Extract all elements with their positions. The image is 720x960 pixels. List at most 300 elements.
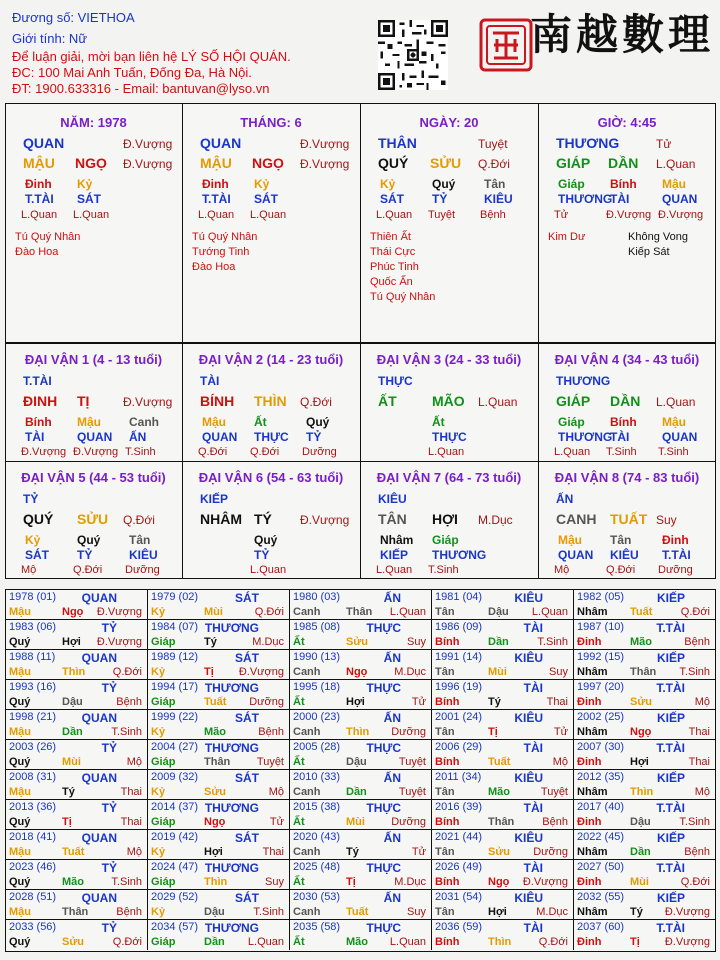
hidden-phase: Đ.Vượng: [21, 446, 67, 458]
year-branch: Mùi: [488, 666, 507, 678]
pillar-branch-phase: Đ.Vượng: [300, 157, 350, 171]
dai-van-stem: NHÂM: [200, 511, 242, 527]
consult-notice: Để luận giải, mời bạn liên hệ LÝ SỐ HỘI QUÁN.: [12, 49, 291, 64]
year-branch: Thân: [62, 906, 89, 918]
dai-van-title: ĐẠI VẬN 6 (54 - 63 tuổi): [198, 470, 344, 485]
year-star: KIẾP: [656, 711, 685, 725]
pillar-title: GIỜ: 4:45: [597, 115, 657, 130]
dai-van-star: KIÊU: [378, 492, 407, 506]
shensha-item: Phúc Tinh: [370, 261, 419, 273]
year-phase: Mộ: [268, 786, 284, 798]
year-star: ẤN: [383, 651, 401, 665]
year-cell[interactable]: [574, 710, 715, 740]
year-phase: M.Dục: [394, 876, 426, 888]
year-branch: Tị: [62, 816, 72, 828]
year-cell[interactable]: [574, 920, 715, 950]
year-cell[interactable]: [432, 590, 574, 620]
year-cell[interactable]: [6, 620, 148, 650]
year-cell[interactable]: [148, 650, 290, 680]
year-star: THƯƠNG: [204, 801, 259, 815]
year-cell[interactable]: [290, 770, 432, 800]
year-star: SÁT: [235, 891, 259, 905]
pillar-branch-phase: Đ.Vượng: [123, 157, 173, 171]
year-branch: Mùi: [346, 816, 365, 828]
hidden-star: KIẾP: [380, 548, 409, 562]
year-cell[interactable]: [6, 800, 148, 830]
year-stem: Tân: [435, 906, 455, 918]
year-cell[interactable]: [148, 620, 290, 650]
year-branch: Thìn: [62, 666, 86, 678]
year-stem: Bính: [435, 936, 460, 948]
year-branch: Tý: [630, 906, 643, 918]
contact: ĐT: 1900.633316 - Email: bantuvan@lyso.vn: [12, 81, 270, 96]
hidden-phase: L.Quan: [250, 209, 287, 221]
year-branch: Hợi: [488, 906, 507, 918]
year-cell[interactable]: [290, 650, 432, 680]
year-stem: Tân: [435, 606, 455, 618]
year-cell[interactable]: [574, 860, 715, 890]
year-phase: Q.Đới: [680, 606, 710, 618]
year-cell[interactable]: [432, 890, 574, 920]
year-label: 2001 (24): [435, 711, 483, 723]
year-cell[interactable]: [432, 860, 574, 890]
year-phase: Đ.Vượng: [664, 906, 710, 918]
year-star: THƯƠNG: [204, 681, 259, 695]
year-cell[interactable]: [148, 680, 290, 710]
year-star: TÀI: [523, 621, 543, 635]
year-stem: Mậu: [9, 666, 31, 678]
year-star: TÀI: [523, 801, 543, 815]
hidden-stem: Quý: [254, 533, 278, 547]
year-star: THỰC: [366, 681, 401, 695]
year-branch: Tý: [488, 696, 501, 708]
year-label: 2007 (30): [577, 741, 625, 753]
year-cell[interactable]: [432, 740, 574, 770]
year-branch: Mão: [630, 636, 652, 648]
year-cell[interactable]: [148, 740, 290, 770]
year-cell[interactable]: [6, 920, 148, 950]
owner-gender: Giới tính: Nữ: [12, 31, 88, 46]
year-cell[interactable]: [6, 680, 148, 710]
year-stem: Giáp: [151, 876, 176, 888]
hidden-stem: Đinh: [202, 177, 229, 191]
year-branch: Tuất: [630, 606, 653, 618]
year-cell[interactable]: [6, 740, 148, 770]
year-cell[interactable]: [290, 590, 432, 620]
year-star: QUAN: [81, 891, 117, 905]
year-cell[interactable]: [432, 650, 574, 680]
year-star: KIẾP: [656, 771, 685, 785]
year-cell[interactable]: [148, 830, 290, 860]
year-star: T.TÀI: [656, 621, 685, 635]
year-cell[interactable]: [6, 650, 148, 680]
hidden-stem: Bính: [25, 415, 52, 429]
dai-van-title: ĐẠI VẬN 3 (24 - 33 tuổi): [376, 352, 522, 367]
shensha-item: Không Vong: [628, 231, 688, 243]
hidden-phase: Tử: [554, 209, 569, 221]
year-label: 2022 (45): [577, 831, 625, 843]
year-label: 1997 (20): [577, 681, 625, 693]
dai-van-phase: Q.Đới: [300, 395, 332, 409]
year-stem: Ất: [293, 876, 305, 888]
year-cell[interactable]: [148, 800, 290, 830]
year-phase: Bệnh: [684, 846, 710, 858]
year-branch: Ngọ: [488, 876, 510, 888]
year-label: 2012 (35): [577, 771, 625, 783]
year-star: SÁT: [235, 711, 259, 725]
year-label: 1978 (01): [9, 591, 57, 603]
pillar-top-phase: Tuyệt: [478, 137, 508, 151]
year-star: TỶ: [101, 681, 117, 695]
dai-van-star: THƯƠNG: [556, 374, 611, 388]
year-stem: Giáp: [151, 636, 176, 648]
year-star: ẤN: [383, 831, 401, 845]
year-label: 1991 (14): [435, 651, 483, 663]
year-label: 2008 (31): [9, 771, 57, 783]
year-branch: Hợi: [62, 636, 81, 648]
year-phase: Suy: [265, 876, 284, 888]
year-label: 2014 (37): [151, 801, 199, 813]
year-label: 2035 (58): [293, 921, 341, 933]
dai-van-stem: ẤT: [378, 393, 397, 409]
year-branch: Dần: [630, 846, 651, 858]
year-phase: M.Dục: [252, 636, 284, 648]
year-stem: Tân: [435, 666, 455, 678]
year-cell[interactable]: [6, 860, 148, 890]
year-label: 1995 (18): [293, 681, 341, 693]
hidden-star: SÁT: [254, 192, 278, 206]
year-cell[interactable]: [432, 710, 574, 740]
year-stem: Nhâm: [577, 726, 608, 738]
hidden-star: TỶ: [77, 548, 93, 562]
year-cell[interactable]: [290, 680, 432, 710]
dai-van-star: KIẾP: [200, 492, 229, 506]
hidden-star: TỶ: [254, 548, 270, 562]
hidden-phase: L.Quan: [376, 564, 413, 576]
year-cell[interactable]: [432, 770, 574, 800]
hidden-star: QUAN: [662, 192, 698, 206]
year-star: KIẾP: [656, 651, 685, 665]
dai-van-title: ĐẠI VẬN 5 (44 - 53 tuổi): [21, 470, 166, 485]
hidden-star: THƯƠNG: [432, 548, 487, 562]
year-stem: Giáp: [151, 816, 176, 828]
dai-van-branch: HỢI: [432, 511, 458, 527]
year-label: 2000 (23): [293, 711, 341, 723]
year-star: TỶ: [101, 801, 117, 815]
year-star: QUAN: [81, 771, 117, 785]
year-label: 1982 (05): [577, 591, 625, 603]
year-star: TỶ: [101, 921, 117, 935]
year-phase: Mộ: [694, 696, 710, 708]
year-stem: Mậu: [9, 606, 31, 618]
year-cell[interactable]: [290, 920, 432, 950]
hidden-stem: Đinh: [662, 533, 689, 547]
year-branch: Sửu: [346, 636, 369, 648]
year-phase: Bệnh: [542, 816, 568, 828]
pillar-top-star: QUAN: [200, 135, 242, 151]
year-branch: Mùi: [204, 606, 223, 618]
hidden-stem: Mậu: [662, 415, 686, 429]
hidden-star: ẤN: [129, 430, 147, 444]
year-phase: Đ.Vượng: [96, 636, 142, 648]
year-cell[interactable]: [432, 830, 574, 860]
year-branch: Hợi: [630, 756, 649, 768]
hidden-stem: Mậu: [202, 415, 226, 429]
dai-van-star: THỰC: [378, 374, 413, 388]
year-stem: Tân: [435, 726, 455, 738]
year-phase: Dưỡng: [391, 816, 426, 828]
year-cell[interactable]: [574, 770, 715, 800]
year-cell[interactable]: [6, 890, 148, 920]
dai-van-stem: QUÝ: [23, 511, 54, 527]
year-phase: Q.Đới: [680, 876, 710, 888]
year-cell[interactable]: [574, 830, 715, 860]
year-label: 2029 (52): [151, 891, 199, 903]
hidden-star: TỶ: [432, 192, 448, 206]
year-star: KIÊU: [514, 651, 543, 665]
year-phase: Đ.Vượng: [96, 606, 142, 618]
year-cell[interactable]: [148, 770, 290, 800]
hidden-star: KIÊU: [484, 192, 513, 206]
hidden-phase: Đ.Vượng: [73, 446, 119, 458]
address: ĐC: 100 Mai Anh Tuấn, Đống Đa, Hà Nội.: [12, 65, 252, 80]
year-phase: Tuyệt: [256, 756, 284, 768]
year-label: 1981 (04): [435, 591, 483, 603]
pillar-column: [538, 103, 716, 343]
hidden-stem: Canh: [129, 415, 159, 429]
year-star: TÀI: [523, 681, 543, 695]
year-branch: Thìn: [488, 936, 512, 948]
year-cell[interactable]: [574, 740, 715, 770]
year-cell[interactable]: [6, 710, 148, 740]
hidden-stem: Kỷ: [25, 533, 41, 547]
year-cell[interactable]: [574, 680, 715, 710]
pillar-top-phase: Đ.Vượng: [123, 137, 173, 151]
year-branch: Dậu: [346, 756, 367, 768]
year-branch: Sửu: [62, 936, 85, 948]
year-label: 2011 (34): [435, 771, 482, 783]
year-stem: Tân: [435, 846, 455, 858]
year-cell[interactable]: [432, 680, 574, 710]
year-label: 2013 (36): [9, 801, 57, 813]
year-stem: Ất: [293, 756, 305, 768]
hidden-stem: Kỷ: [77, 177, 93, 191]
year-star: SÁT: [235, 651, 259, 665]
year-stem: Nhâm: [577, 786, 608, 798]
hidden-phase: Đ.Vượng: [658, 209, 704, 221]
year-branch: Thân: [630, 666, 657, 678]
year-cell[interactable]: [148, 920, 290, 950]
year-stem: Nhâm: [577, 666, 608, 678]
year-phase: Thai: [688, 726, 710, 738]
hidden-star: QUAN: [558, 548, 594, 562]
year-branch: Tuất: [488, 756, 511, 768]
qr-code[interactable]: [378, 20, 448, 90]
owner-name: Đương số: VIETHOA: [12, 10, 135, 25]
year-star: ẤN: [383, 891, 401, 905]
year-phase: Đ.Vượng: [238, 666, 284, 678]
year-cell[interactable]: [148, 860, 290, 890]
hidden-stem: Ất: [432, 415, 445, 429]
year-cell[interactable]: [432, 620, 574, 650]
year-cell[interactable]: [290, 890, 432, 920]
year-cell[interactable]: [574, 590, 715, 620]
shensha-item: Thái Cực: [370, 246, 416, 258]
year-cell[interactable]: [290, 800, 432, 830]
year-stem: Canh: [293, 606, 321, 618]
year-cell[interactable]: [6, 830, 148, 860]
year-phase: T.Sinh: [679, 666, 710, 678]
year-stem: Giáp: [151, 936, 176, 948]
year-star: TÀI: [523, 921, 543, 935]
annual-luck-grid: [5, 589, 716, 952]
qr-code-icon: [378, 20, 448, 90]
year-phase: Mộ: [694, 786, 710, 798]
year-star: KIÊU: [514, 831, 543, 845]
year-cell[interactable]: [432, 920, 574, 950]
hidden-phase: Tuyệt: [428, 209, 456, 221]
year-stem: Bính: [435, 876, 460, 888]
year-cell[interactable]: [574, 650, 715, 680]
pillar-branch: SỬU: [430, 155, 462, 171]
year-phase: Mộ: [552, 756, 568, 768]
year-cell[interactable]: [6, 590, 148, 620]
year-label: 1988 (11): [9, 651, 56, 663]
year-star: THỰC: [366, 921, 401, 935]
year-cell[interactable]: [574, 890, 715, 920]
year-cell[interactable]: [6, 770, 148, 800]
year-star: SÁT: [235, 771, 259, 785]
hidden-star: KIÊU: [129, 548, 158, 562]
year-label: 2005 (28): [293, 741, 341, 753]
hidden-star: KIÊU: [610, 548, 639, 562]
year-branch: Ngọ: [62, 606, 84, 618]
year-label: 2027 (50): [577, 861, 625, 873]
year-phase: Đ.Vượng: [522, 876, 568, 888]
year-phase: Thai: [262, 846, 284, 858]
pillar-column: [5, 103, 182, 343]
hidden-stem: Mậu: [77, 415, 101, 429]
year-stem: Kỷ: [151, 666, 166, 678]
year-stem: Mậu: [9, 786, 31, 798]
dai-van-cell: [182, 461, 360, 579]
year-branch: Ngọ: [204, 816, 226, 828]
year-stem: Đinh: [577, 636, 602, 648]
shensha-item: Kiếp Sát: [628, 246, 670, 258]
year-phase: Thai: [120, 786, 142, 798]
year-stem: Quý: [9, 696, 31, 708]
year-cell[interactable]: [290, 710, 432, 740]
shensha-item: Tú Quý Nhân: [192, 231, 258, 243]
hidden-phase: Q.Đới: [606, 564, 636, 576]
dai-van-cell: [538, 461, 716, 579]
hidden-star: T.TÀI: [25, 192, 54, 206]
dai-van-phase: Q.Đới: [123, 513, 155, 527]
year-star: KIÊU: [514, 891, 543, 905]
hidden-stem: Mậu: [558, 533, 582, 547]
year-branch: Thân: [488, 816, 515, 828]
shensha-item: Tú Quý Nhân: [370, 291, 436, 303]
year-branch: Tị: [488, 726, 498, 738]
pillar-title: THÁNG: 6: [240, 115, 302, 130]
year-cell[interactable]: [574, 620, 715, 650]
year-stem: Đinh: [577, 756, 602, 768]
year-star: THƯƠNG: [204, 741, 259, 755]
year-phase: Tử: [411, 846, 426, 858]
year-stem: Mậu: [9, 846, 31, 858]
year-cell[interactable]: [290, 740, 432, 770]
year-phase: Dưỡng: [533, 846, 568, 858]
hidden-stem: Đinh: [25, 177, 52, 191]
hidden-stem: Tân: [610, 533, 632, 547]
year-stem: Canh: [293, 786, 321, 798]
hidden-phase: T.Sinh: [658, 446, 689, 458]
pillar-top-star: THƯƠNG: [556, 135, 620, 151]
hidden-star: THỰC: [432, 430, 467, 444]
hidden-star: QUAN: [202, 430, 238, 444]
dai-van-cell: [5, 343, 182, 461]
dai-van-branch: THÌN: [254, 393, 287, 409]
year-stem: Quý: [9, 936, 31, 948]
year-cell[interactable]: [574, 800, 715, 830]
header: [0, 0, 720, 100]
year-label: 2028 (51): [9, 891, 57, 903]
year-branch: Mão: [204, 726, 226, 738]
dai-van-cell: [5, 461, 182, 579]
year-stem: Đinh: [577, 696, 602, 708]
pillar-column: [182, 103, 360, 343]
hidden-phase: T.Sinh: [125, 446, 156, 458]
year-star: KIÊU: [514, 591, 543, 605]
year-cell[interactable]: [290, 620, 432, 650]
year-label: 2023 (46): [9, 861, 57, 873]
year-star: TỶ: [101, 861, 117, 875]
year-cell[interactable]: [432, 800, 574, 830]
year-phase: Bệnh: [116, 906, 142, 918]
pillar-stem: MẬU: [23, 155, 55, 171]
year-branch: Tuất: [62, 846, 85, 858]
hidden-stem: Giáp: [558, 177, 585, 191]
year-branch: Tý: [62, 786, 75, 798]
year-stem: Quý: [9, 816, 31, 828]
year-phase: Bệnh: [684, 636, 710, 648]
hidden-star: SÁT: [25, 548, 49, 562]
year-label: 2019 (42): [151, 831, 199, 843]
year-stem: Mậu: [9, 726, 31, 738]
year-label: 2034 (57): [151, 921, 199, 933]
hidden-stem: Mậu: [662, 177, 686, 191]
year-stem: Kỷ: [151, 906, 166, 918]
year-stem: Nhâm: [577, 906, 608, 918]
dai-van-stem: CANH: [556, 511, 597, 527]
year-cell[interactable]: [290, 830, 432, 860]
year-stem: Quý: [9, 876, 31, 888]
year-stem: Kỷ: [151, 726, 166, 738]
year-cell[interactable]: [148, 590, 290, 620]
dai-van-cell: [360, 461, 538, 579]
year-phase: T.Sinh: [253, 906, 284, 918]
year-cell[interactable]: [290, 860, 432, 890]
hidden-phase: Bệnh: [480, 209, 506, 221]
dai-van-stem: TÂN: [378, 511, 407, 527]
hidden-phase: Đ.Vượng: [606, 209, 652, 221]
year-stem: Canh: [293, 726, 321, 738]
dai-van-phase: Đ.Vượng: [300, 513, 350, 527]
year-cell[interactable]: [148, 890, 290, 920]
year-cell[interactable]: [148, 710, 290, 740]
year-label: 1994 (17): [151, 681, 199, 693]
hidden-phase: L.Quan: [250, 564, 287, 576]
